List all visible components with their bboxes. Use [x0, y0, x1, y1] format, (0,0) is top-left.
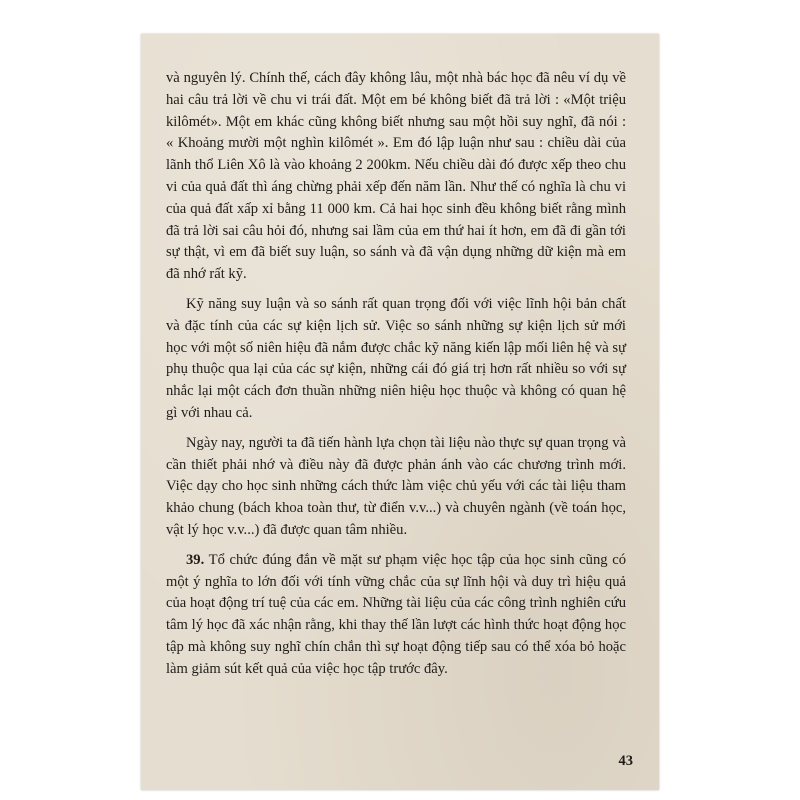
paragraph-2-text: Kỹ năng suy luận và so sánh rất quan trọng đối với việc lĩnh hội bản chất và đặc tính của các sự kiện lịch sử. Việc so sánh những sự kiện lịch sử mới học với một số niên hiệu đã nắm được chắc kỹ năng kiến lập mối liên hệ và sự phụ thuộc qua lại của các sự kiện, những cái đó giá trị hơn rất nhiều so với sự nhắc lại một cách đơn thuần những niên hiệu học thuộc và không có quan hệ gì với nhau cả. [166, 295, 626, 421]
paragraph-1 [166, 68, 626, 286]
paragraph-1-text: và nguyên lý. Chính thế, cách đây không lâu, một nhà bác học đã nêu ví dụ về hai câu trả lời về chu vi trái đất. Một em bé không biết đã trả lời : «Một triệu kilômét». Một em khác cũng không biết nhưng sau một hồi suy nghĩ, đã nói : « Khoảng mười một nghìn kilômét ». Em đó lập luận như sau : chiều dài của lãnh thổ Liên Xô là vào khoảng 2 200km. Nếu chiều dài đó được xếp theo chu vi của quả đất thì áng chừng phải xếp đến năm lần. Như thế có nghĩa là chu vi của quả đất xấp xỉ bằng 11 000 km. Cả hai học sinh đều không biết rằng mình đã trả lời sai câu hỏi đó, nhưng sai lầm của em thứ hai ít hơn, em đã đi gần tới sự thật, vì em đã biết suy luận, so sánh và đã vận dụng những dữ kiện mà em đã nhớ rất kỹ. [166, 70, 626, 283]
page-number: 43 [618, 753, 633, 769]
paragraph-4 [166, 550, 626, 681]
body-text [166, 68, 626, 689]
paragraph-4-text: Tổ chức đúng đắn về mặt sư phạm việc học tập của học sinh cũng có một ý nghĩa to lớn đối với tính vững chắc của sự lĩnh hội và duy trì hiệu quả của hoạt động trí tuệ của các em. Những tài liệu của các công trình nghiên cứu tâm lý học đã xác nhận rằng, khi thay thế lần lượt các hình thức hoạt động học tập mà không suy nghĩ chín chắn thì sự hoạt động tiếp sau có thể xóa bỏ hoặc làm giảm sút kết quả của việc học tập trước đây. [166, 551, 626, 677]
paragraph-3-text: Ngày nay, người ta đã tiến hành lựa chọn tài liệu nào thực sự quan trọng và cần thiết phải nhớ và điều này đã được phản ánh vào các chương trình mới. Việc dạy cho học sinh những cách thức làm việc chủ yếu với các tài liệu tham khảo chung (bách khoa toàn thư, từ điển v.v...) và chuyên ngành (về toán học, vật lý học v.v...) đã được quan tâm nhiều. [166, 434, 626, 538]
paragraph-3 [166, 433, 626, 542]
paragraph-2 [166, 294, 626, 425]
book-page [141, 34, 659, 790]
section-number: 39. [186, 551, 205, 568]
